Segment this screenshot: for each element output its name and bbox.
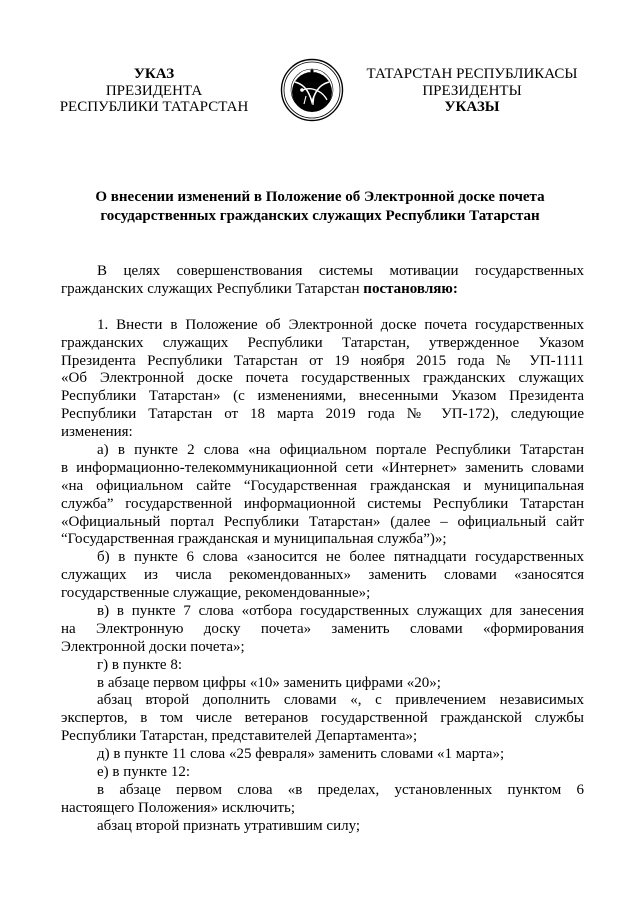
subclause-g1-line: в абзаце первом цифры «10» заменить цифрами «20»; [97,674,441,691]
header-right-line: ТАТАРСТАН РЕСПУБЛИКАСЫ [366,66,578,82]
subclause-g2-line: экспертов, в том числе ветеранов государственной гражданской службы [61,710,584,727]
header-left-line: УКАЗ [133,66,175,82]
subclause-e1-line: настоящего Положения» исключить; [61,799,296,816]
subclause-e2-line: абзац второй признать утратившим силу; [97,817,361,834]
subclause-a-line: служба” государственной информационной системы Республики Татарстан [61,495,584,512]
subclause-a-line: а) в пункте 2 слова «на официальном портале Республики Татарстан [97,442,584,459]
clause-1-line: изменения: [61,424,133,441]
title-line: О внесении изменений в Положение об Электронной доске почета [95,189,545,205]
clause-1-line: Республики Татарстан от 18 марта 2019 года № УП-172), следующие [61,406,584,423]
subclause-v-line: на Электронную доску почета» заменить словами «формирования [61,620,584,637]
subclause-a-line: «на официальном сайте “Государственная гражданская и муниципальная [61,477,584,494]
clause-1-line: 1. Внести в Положение об Электронной доске почета государственных [97,316,584,333]
header-left [36,66,272,116]
header-left-line: ПРЕЗИДЕНТА [105,82,203,99]
clause-1-line: «Об Электронной доске почета государственных гражданских служащих [61,370,584,387]
subclause-e1-line: в абзаце первом слова «в пределах, установленных пунктом 6 [97,781,584,798]
subclause-g2-line: абзац второй дополнить словами «, с привлечением независимых [97,692,584,709]
header-right-line: УКАЗЫ [444,99,500,115]
subclause-v-line: Электронной доски почета»; [61,638,245,655]
subclause-b-line: государственные служащие, рекомендованные»; [61,585,371,602]
subclause-b-line: б) в пункте 6 слова «заносится не более пятнадцати государственных [97,549,584,566]
header-right [354,66,590,116]
subclause-g-line: г) в пункте 8: [97,656,183,673]
paragraph-gap [61,299,584,317]
title-line: государственных гражданских служащих Республики Татарстан [100,207,540,224]
header-right-line: ПРЕЗИДЕНТЫ [422,82,522,99]
subclause-a-line: “Государственная гражданская и муниципальная служба”)»; [61,531,447,548]
subclause-b-line: служащих из числа рекомендованных» заменить словами «заносятся [61,567,584,584]
preamble-line: В целях совершенствования системы мотивации государственных [97,263,584,279]
preamble-bold: постановляю: [363,280,458,297]
subclause-d-line: д) в пункте 11 слова «25 февраля» заменить словами «1 марта»; [97,746,505,763]
subclause-a-line: в информационно-телекоммуникационной сети «Интернет» заменить словами [61,459,584,476]
clause-1-line: гражданских служащих Республики Татарстан, утвержденное Указом [61,334,584,351]
subclause-a-line: «Официальный портал Республики Татарстан» (далее – официальный сайт [61,513,584,530]
subclause-g2-line: Республики Татарстан, представителей Департамента»; [61,728,418,745]
preamble-text: гражданских служащих Республики Татарстан [61,280,360,297]
header-left-line: РЕСПУБЛИКИ ТАТАРСТАН [59,99,249,115]
preamble-line [61,281,584,299]
document-body [61,263,584,836]
document-title [40,188,600,225]
clause-1-line: Президента Республики Татарстан от 19 ноября 2015 года № УП-1111 [61,352,584,369]
subclause-v-line: в) в пункте 7 слова «отбора государственных служащих для занесения [97,603,584,620]
subclause-e-line: е) в пункте 12: [97,764,191,781]
clause-1-line: Республики Татарстан» (с изменениями, внесенными Указом Президента [61,388,584,405]
emblem-icon [280,58,344,122]
